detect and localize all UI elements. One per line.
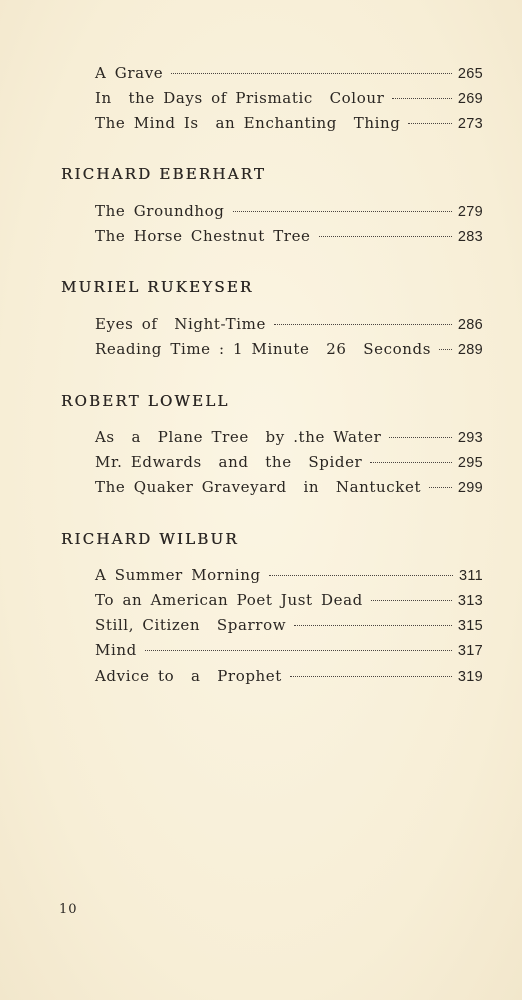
dot-leader <box>290 676 452 677</box>
entry-page-number: 273 <box>457 116 483 132</box>
entry-title: The Quaker Graveyard in Nantucket <box>95 478 422 496</box>
dot-leader <box>389 437 451 438</box>
toc-entry <box>95 200 483 222</box>
toc-entry <box>95 426 483 448</box>
toc-entry <box>95 614 483 636</box>
entry-title: Mr. Edwards and the Spider <box>95 453 363 471</box>
entry-title: A Summer Morning <box>95 566 261 584</box>
toc-entry <box>95 589 483 611</box>
toc-entry <box>95 62 483 84</box>
entry-page-number: 315 <box>457 618 483 634</box>
dot-leader <box>371 600 452 601</box>
entry-page-number: 299 <box>457 480 483 496</box>
entry-title: A Grave <box>95 64 164 82</box>
entry-title: Reading Time : 1 Minute 26 Seconds <box>95 340 432 358</box>
dot-leader <box>319 236 452 237</box>
dot-leader <box>233 211 452 212</box>
dot-leader <box>408 123 451 124</box>
author-heading: RICHARD WILBUR <box>61 530 239 548</box>
entry-page-number: 313 <box>457 593 483 609</box>
toc-entry <box>95 225 483 247</box>
dot-leader <box>294 625 452 626</box>
toc-entry <box>95 87 483 109</box>
author-heading: RICHARD EBERHART <box>61 165 267 183</box>
author-heading: ROBERT LOWELL <box>61 392 230 410</box>
dot-leader <box>171 73 452 74</box>
toc-entry <box>95 313 483 335</box>
dot-leader <box>274 324 452 325</box>
entry-title: The Horse Chestnut Tree <box>95 227 311 245</box>
entry-title: The Groundhog <box>95 202 225 220</box>
entry-page-number: 286 <box>457 317 483 333</box>
entry-title: Advice to a Prophet <box>95 667 282 685</box>
entry-page-number: 283 <box>457 229 483 245</box>
entry-title: As a Plane Tree by .the Water <box>95 428 382 446</box>
entry-page-number: 279 <box>457 204 483 220</box>
dot-leader <box>370 462 452 463</box>
dot-leader <box>439 349 452 350</box>
toc-entry <box>95 564 483 586</box>
entry-page-number: 295 <box>457 455 483 471</box>
entry-page-number: 319 <box>457 669 483 685</box>
entry-title: The Mind Is an Enchanting Thing <box>95 114 401 132</box>
author-heading: MURIEL RUKEYSER <box>61 278 254 296</box>
dot-leader <box>269 575 453 576</box>
entry-page-number: 289 <box>457 342 483 358</box>
dot-leader <box>429 487 452 488</box>
entry-page-number: 317 <box>457 643 483 659</box>
toc-entry <box>95 112 483 134</box>
toc-entry <box>95 338 483 360</box>
entry-page-number: 293 <box>457 430 483 446</box>
toc-entry <box>95 476 483 498</box>
dot-leader <box>145 650 452 651</box>
entry-title: In the Days of Prismatic Colour <box>95 89 385 107</box>
entry-page-number: 265 <box>457 66 483 82</box>
entry-title: Eyes of Night-Time <box>95 315 266 333</box>
entry-title: To an American Poet Just Dead <box>95 591 363 609</box>
toc-entry <box>95 451 483 473</box>
entry-page-number: 311 <box>458 568 483 584</box>
entry-title: Still, Citizen Sparrow <box>95 616 287 634</box>
entry-title: Mind <box>95 641 137 659</box>
dot-leader <box>392 98 452 99</box>
toc-entry <box>95 639 483 661</box>
entry-page-number: 269 <box>457 91 483 107</box>
toc-entry <box>95 665 483 687</box>
page-folio: 10 <box>59 902 78 917</box>
